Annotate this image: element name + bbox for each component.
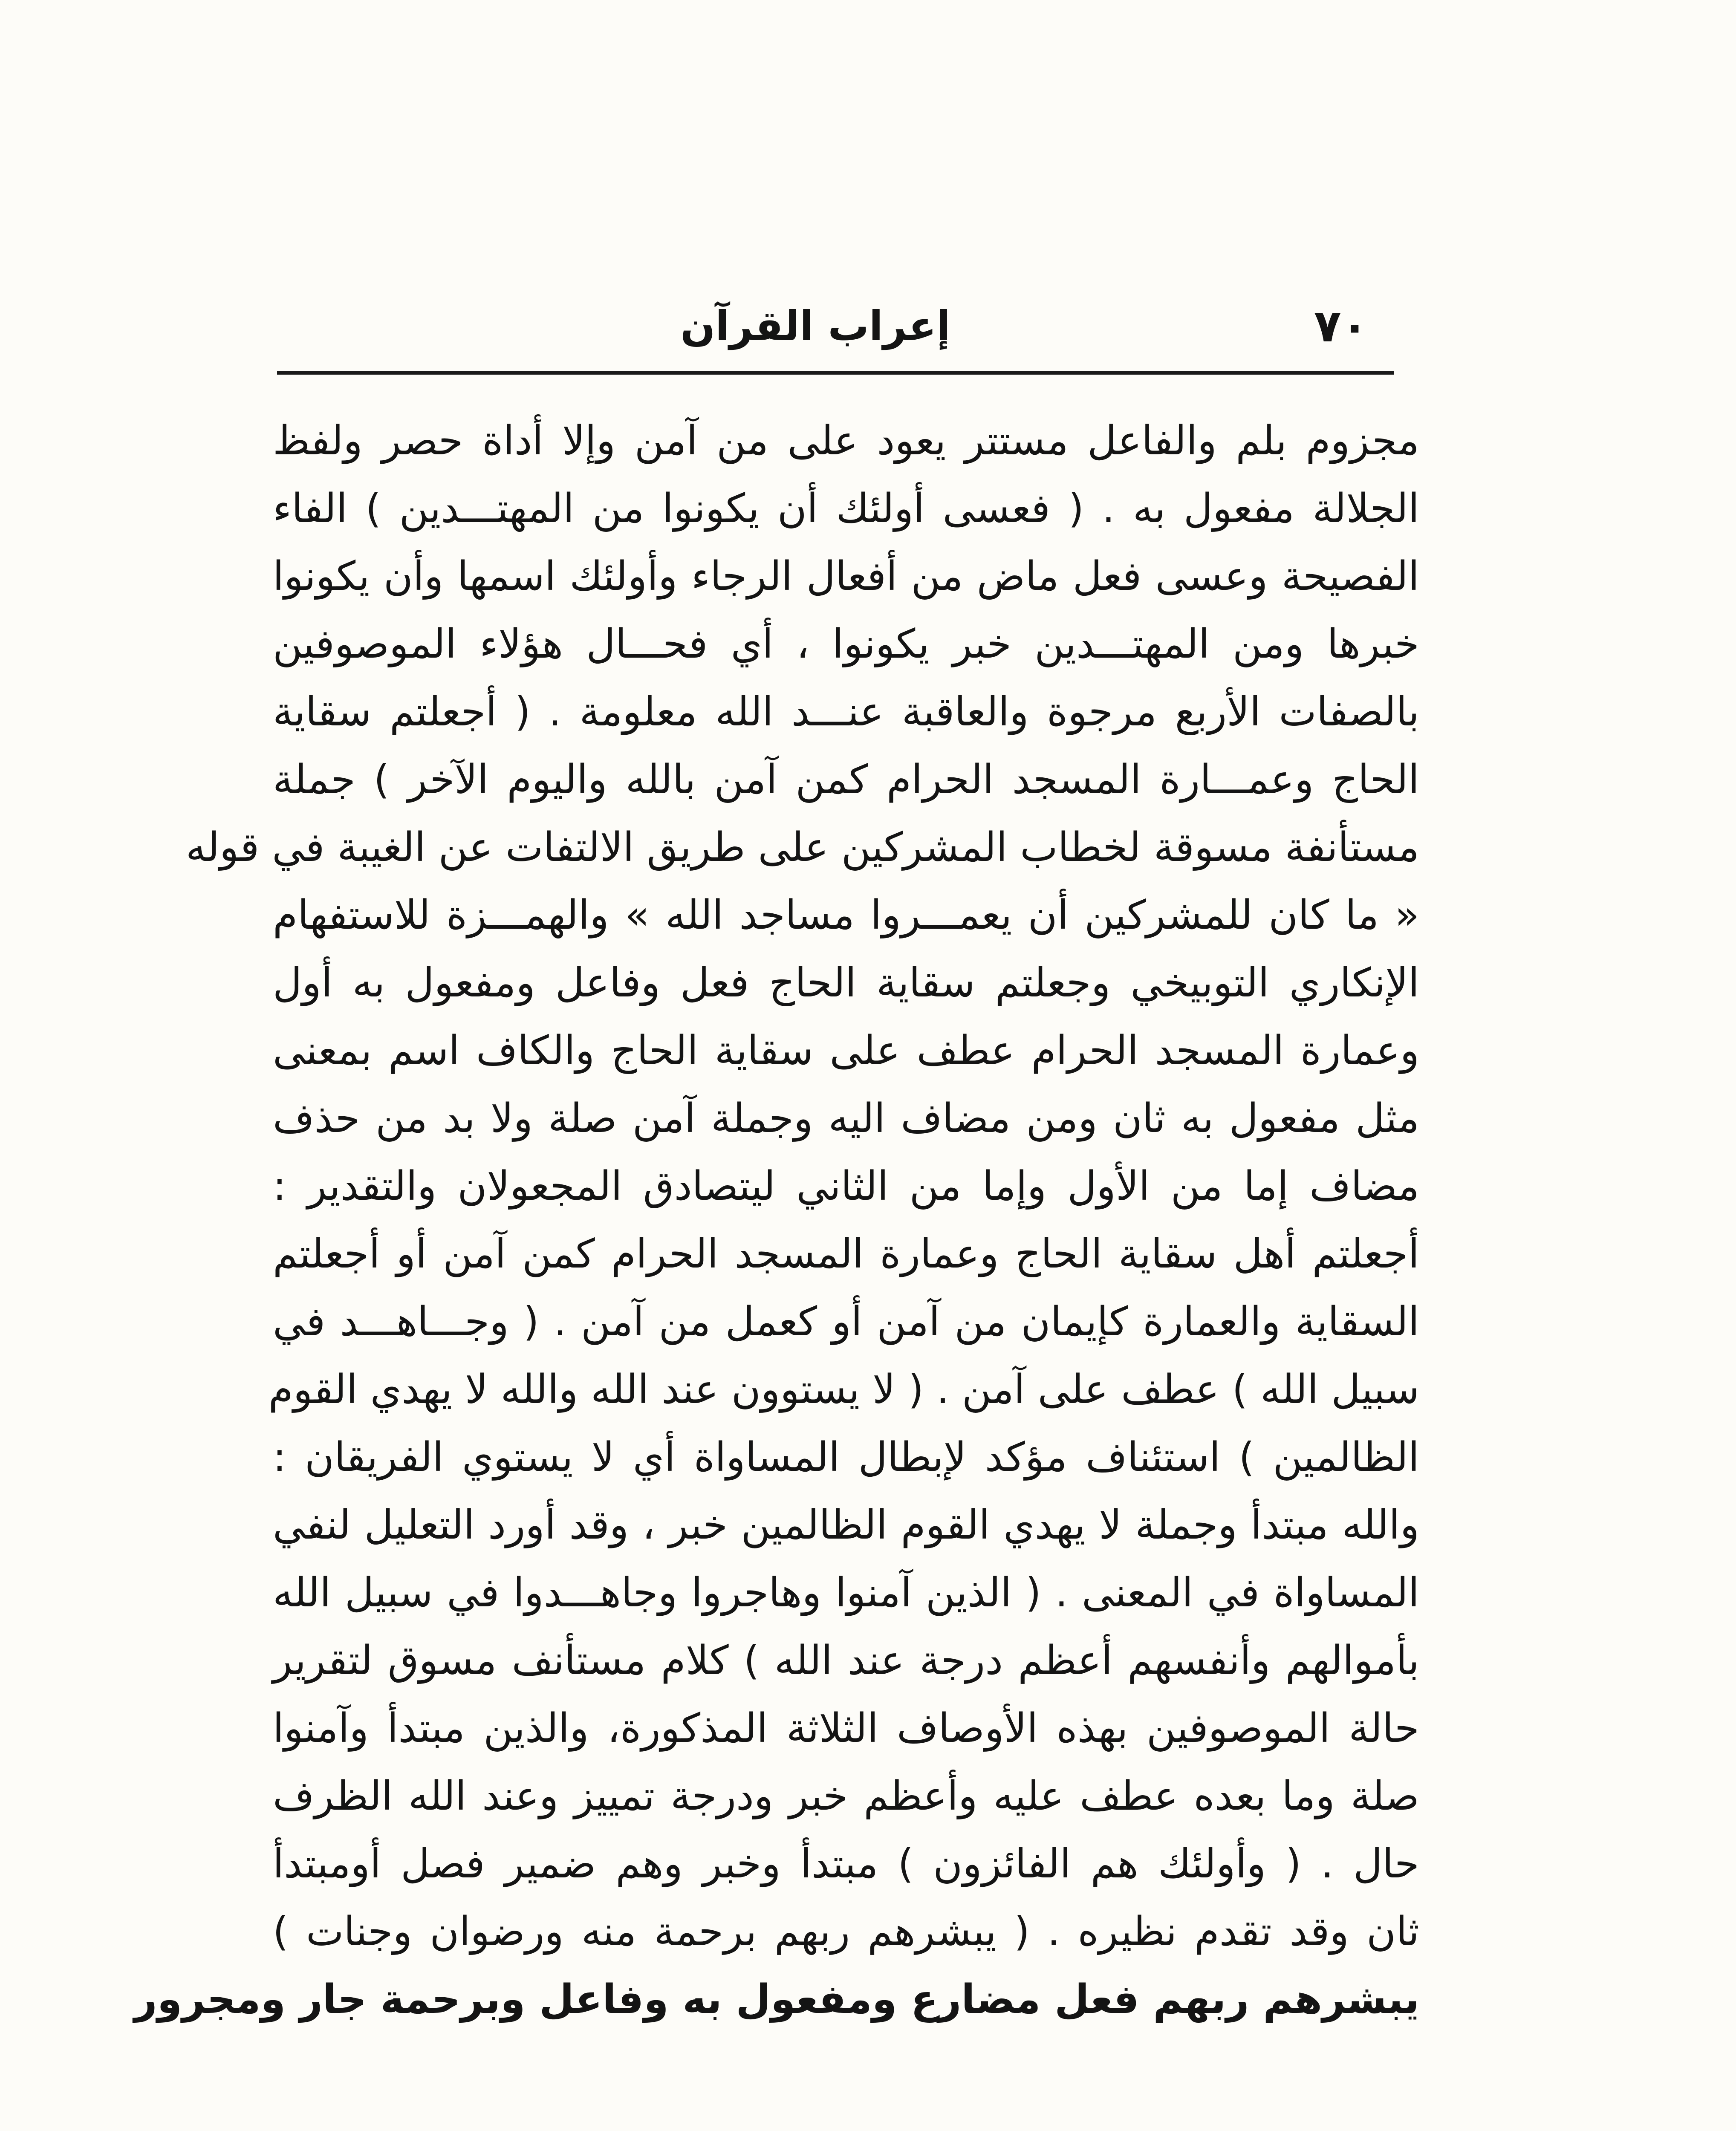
page-number: ٧٠ xyxy=(1314,300,1368,352)
text-line: الحاج وعمـــارة المسجد الحرام كمن آمن بالله واليوم الآخر ) جملة xyxy=(273,757,1419,803)
text-line: الإنكاري التوبيخي وجعلتم سقاية الحاج فعل وفاعل ومفعول به أول xyxy=(273,960,1419,1006)
text-line: حالة الموصوفين بهذه الأوصاف الثلاثة المذكورة، والذين مبتدأ وآمنوا xyxy=(273,1705,1419,1752)
body-text xyxy=(134,407,1419,2033)
text-line: خبرها ومن المهتـــدين خبر يكونوا ، أي فحـــال هؤلاء الموصوفين xyxy=(273,621,1419,667)
text-line: بأموالهم وأنفسهم أعظم درجة عند الله ) كلام مستأنف مسوق لتقرير xyxy=(273,1637,1419,1684)
text-line: مضاف إما من الأول وإما من الثاني ليتصادق المجعولان والتقدير : xyxy=(273,1163,1419,1210)
text-line: والله مبتدأ وجملة لا يهدي القوم الظالمين خبر ، وقد أورد التعليل لنفي xyxy=(273,1502,1419,1548)
text-line: السقاية والعمارة كإيمان من آمن أو كعمل من آمن . ( وجـــاهـــد في xyxy=(273,1299,1419,1345)
text-line: أجعلتم أهل سقاية الحاج وعمارة المسجد الحرام كمن آمن أو أجعلتم xyxy=(273,1231,1419,1277)
text-line: الظالمين ) استئناف مؤكد لإبطال المساواة أي لا يستوي الفريقان : xyxy=(273,1434,1419,1481)
text-line: صلة وما بعده عطف عليه وأعظم خبر ودرجة تمييز وعند الله الظرف xyxy=(273,1773,1419,1819)
text-line: الفصيحة وعسى فعل ماض من أفعال الرجاء وأولئك اسمها وأن يكونوا xyxy=(273,553,1419,600)
text-line: وعمارة المسجد الحرام عطف على سقاية الحاج والكاف اسم بمعنى xyxy=(273,1028,1419,1074)
text-line: حال . ( وأولئك هم الفائزون ) مبتدأ وخبر وهم ضمير فصل أومبتدأ xyxy=(273,1841,1419,1887)
text-line: سبيل الله ) عطف على آمن . ( لا يستوون عند الله والله لا يهدي القوم xyxy=(268,1366,1419,1413)
text-line: ثان وقد تقدم نظيره . ( يبشرهم ربهم برحمة منه ورضوان وجنات ) xyxy=(273,1909,1419,1955)
header-rule xyxy=(277,371,1394,375)
text-line: مستأنفة مسوقة لخطاب المشركين على طريق الالتفات عن الغيبة في قوله xyxy=(185,824,1419,871)
text-line: مثل مفعول به ثان ومن مضاف اليه وجملة آمن صلة ولا بد من حذف xyxy=(273,1095,1419,1142)
text-line: بالصفات الأربع مرجوة والعاقبة عنـــد الله معلومة . ( أجعلتم سقاية xyxy=(273,689,1419,735)
page-header xyxy=(277,294,1394,362)
running-title: إعراب القرآن xyxy=(680,302,950,350)
text-line: يبشرهم ربهم فعل مضارع ومفعول به وفاعل وبرحمة جار ومجرور xyxy=(134,1976,1419,2023)
text-line: « ما كان للمشركين أن يعمـــروا مساجد الله » والهمـــزة للاستفهام xyxy=(273,892,1419,938)
text-line: مجزوم بلم والفاعل مستتر يعود على من آمن وإلا أداة حصر ولفظ xyxy=(273,418,1419,464)
text-line: الجلالة مفعول به . ( فعسى أولئك أن يكونوا من المهتـــدين ) الفاء xyxy=(273,485,1419,532)
text-line: المساواة في المعنى . ( الذين آمنوا وهاجروا وجاهـــدوا في سبيل الله xyxy=(273,1570,1419,1616)
